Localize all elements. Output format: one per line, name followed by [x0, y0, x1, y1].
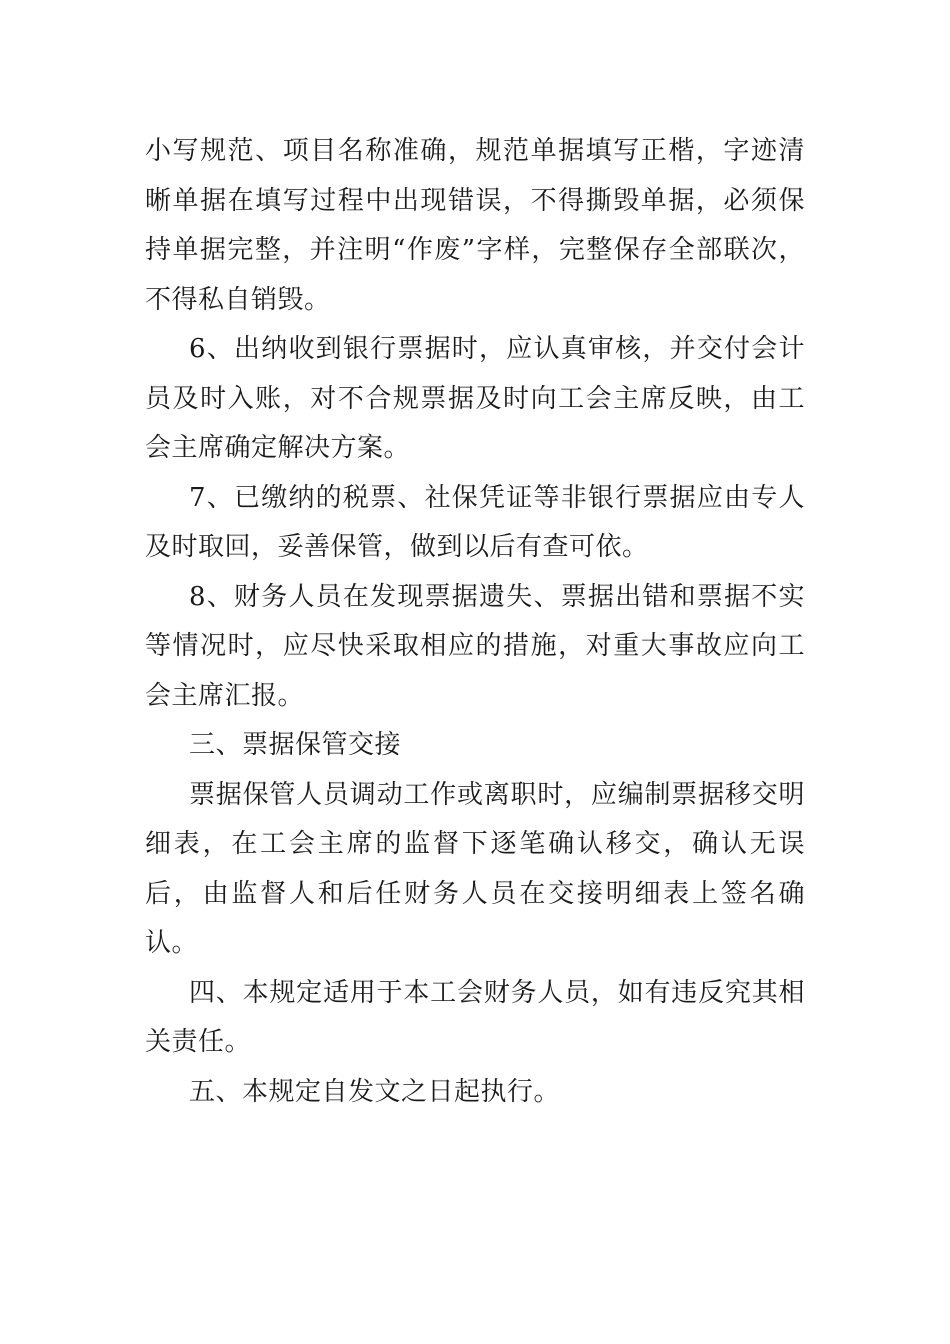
paragraph-item-8: 8、财务人员在发现票据遗失、票据出错和票据不实等情况时，应尽快采取相应的措施，对重大事故应向工会主席汇报。 [145, 581, 805, 711]
section-4-scope: 四、本规定适用于本工会财务人员，如有违反究其相关责任。 [145, 977, 805, 1057]
paragraph-item-7: 7、已缴纳的税票、社保凭证等非银行票据应由专人及时取回，妥善保管，做到以后有查可依。 [145, 482, 805, 562]
section-5-effective: 五、本规定自发文之日起执行。 [189, 1076, 561, 1107]
paragraph-continuation: 小写规范、项目名称准确，规范单据填写正楷，字迹清晰单据在填写过程中出现错误，不得撕毁单据，必须保持单据完整，并注明“作废”字样，完整保存全部联次，不得私自销毁。 [145, 136, 805, 315]
document-body [145, 127, 805, 1117]
section-heading-3: 三、票据保管交接 [189, 730, 402, 760]
paragraph-item-6: 6、出纳收到银行票据时，应认真审核，并交付会计员及时入账，对不合规票据及时向工会主席反映，由工会主席确定解决方案。 [145, 334, 805, 463]
paragraph-handover: 票据保管人员调动工作或离职时，应编制票据移交明细表，在工会主席的监督下逐笔确认移交，确认无误后，由监督人和后任财务人员在交接明细表上签名确认。 [145, 779, 805, 958]
